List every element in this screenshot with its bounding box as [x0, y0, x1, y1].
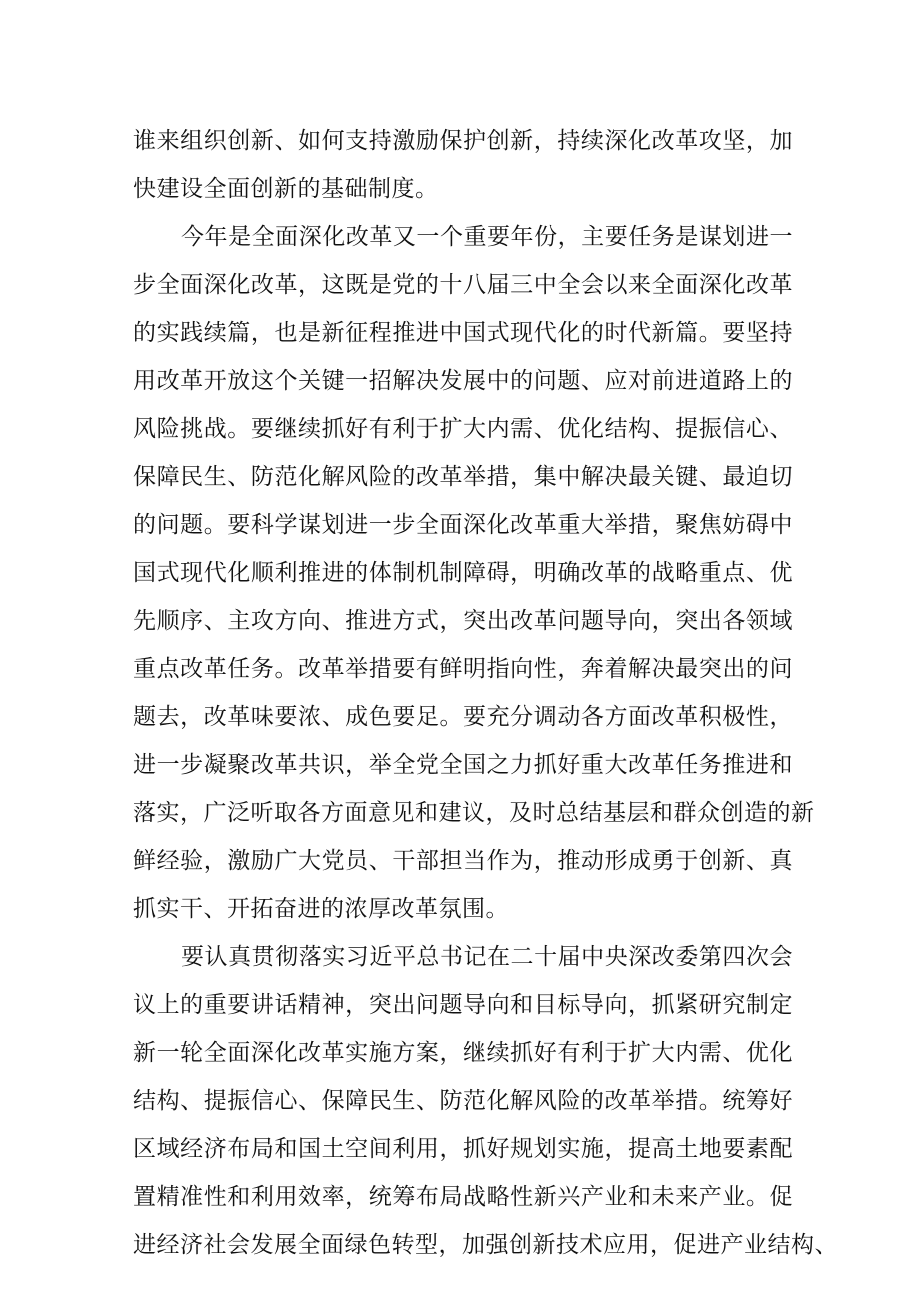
text-line: 谁来组织创新、如何支持激励保护创新，持续深化改革攻坚，加	[133, 128, 793, 154]
text-line: 抓实干、开拓奋进的浓厚改革氛围。	[133, 896, 509, 922]
text-line: 题去，改革味要浓、成色要足。要充分调动各方面改革积极性，	[133, 704, 793, 730]
text-line: 议上的重要讲话精神，突出问题导向和目标导向，抓紧研究制定	[133, 992, 793, 1018]
text-line: 区域经济布局和国土空间利用，抓好规划实施，提高土地要素配	[133, 1136, 793, 1162]
text-line: 保障民生、防范化解风险的改革举措，集中解决最关键、最迫切	[133, 464, 793, 490]
text-line: 重点改革任务。改革举措要有鲜明指向性，奔着解决最突出的问	[133, 656, 793, 682]
text-line: 结构、提振信心、保障民生、防范化解风险的改革举措。统筹好	[133, 1088, 793, 1114]
text-line: 要认真贯彻落实习近平总书记在二十届中央深改委第四次会	[181, 944, 793, 970]
text-line: 用改革开放这个关键一招解决发展中的问题、应对前进道路上的	[133, 368, 793, 394]
text-line: 国式现代化顺利推进的体制机制障碍，明确改革的战略重点、优	[133, 560, 793, 586]
text-line: 的实践续篇，也是新征程推进中国式现代化的时代新篇。要坚持	[133, 320, 793, 346]
text-line: 先顺序、主攻方向、推进方式，突出改革问题导向，突出各领域	[133, 608, 793, 634]
text-line: 鲜经验，激励广大党员、干部担当作为，推动形成勇于创新、真	[133, 848, 793, 874]
text-line: 置精准性和利用效率，统筹布局战略性新兴产业和未来产业。促	[133, 1184, 793, 1210]
text-line: 快建设全面创新的基础制度。	[133, 176, 439, 202]
text-line: 风险挑战。要继续抓好有利于扩大内需、优化结构、提振信心、	[133, 416, 793, 442]
text-line: 今年是全面深化改革又一个重要年份，主要任务是谋划进一	[181, 224, 793, 250]
text-line: 进经济社会发展全面绿色转型，加强创新技术应用，促进产业结构、	[133, 1232, 838, 1258]
text-line: 步全面深化改革，这既是党的十八届三中全会以来全面深化改革	[133, 272, 793, 298]
text-line: 新一轮全面深化改革实施方案，继续抓好有利于扩大内需、优化	[133, 1040, 793, 1066]
text-line: 进一步凝聚改革共识，举全党全国之力抓好重大改革任务推进和	[133, 752, 793, 778]
text-line: 的问题。要科学谋划进一步全面深化改革重大举措，聚焦妨碍中	[133, 512, 793, 538]
text-line: 落实，广泛听取各方面意见和建议，及时总结基层和群众创造的新	[133, 800, 815, 826]
